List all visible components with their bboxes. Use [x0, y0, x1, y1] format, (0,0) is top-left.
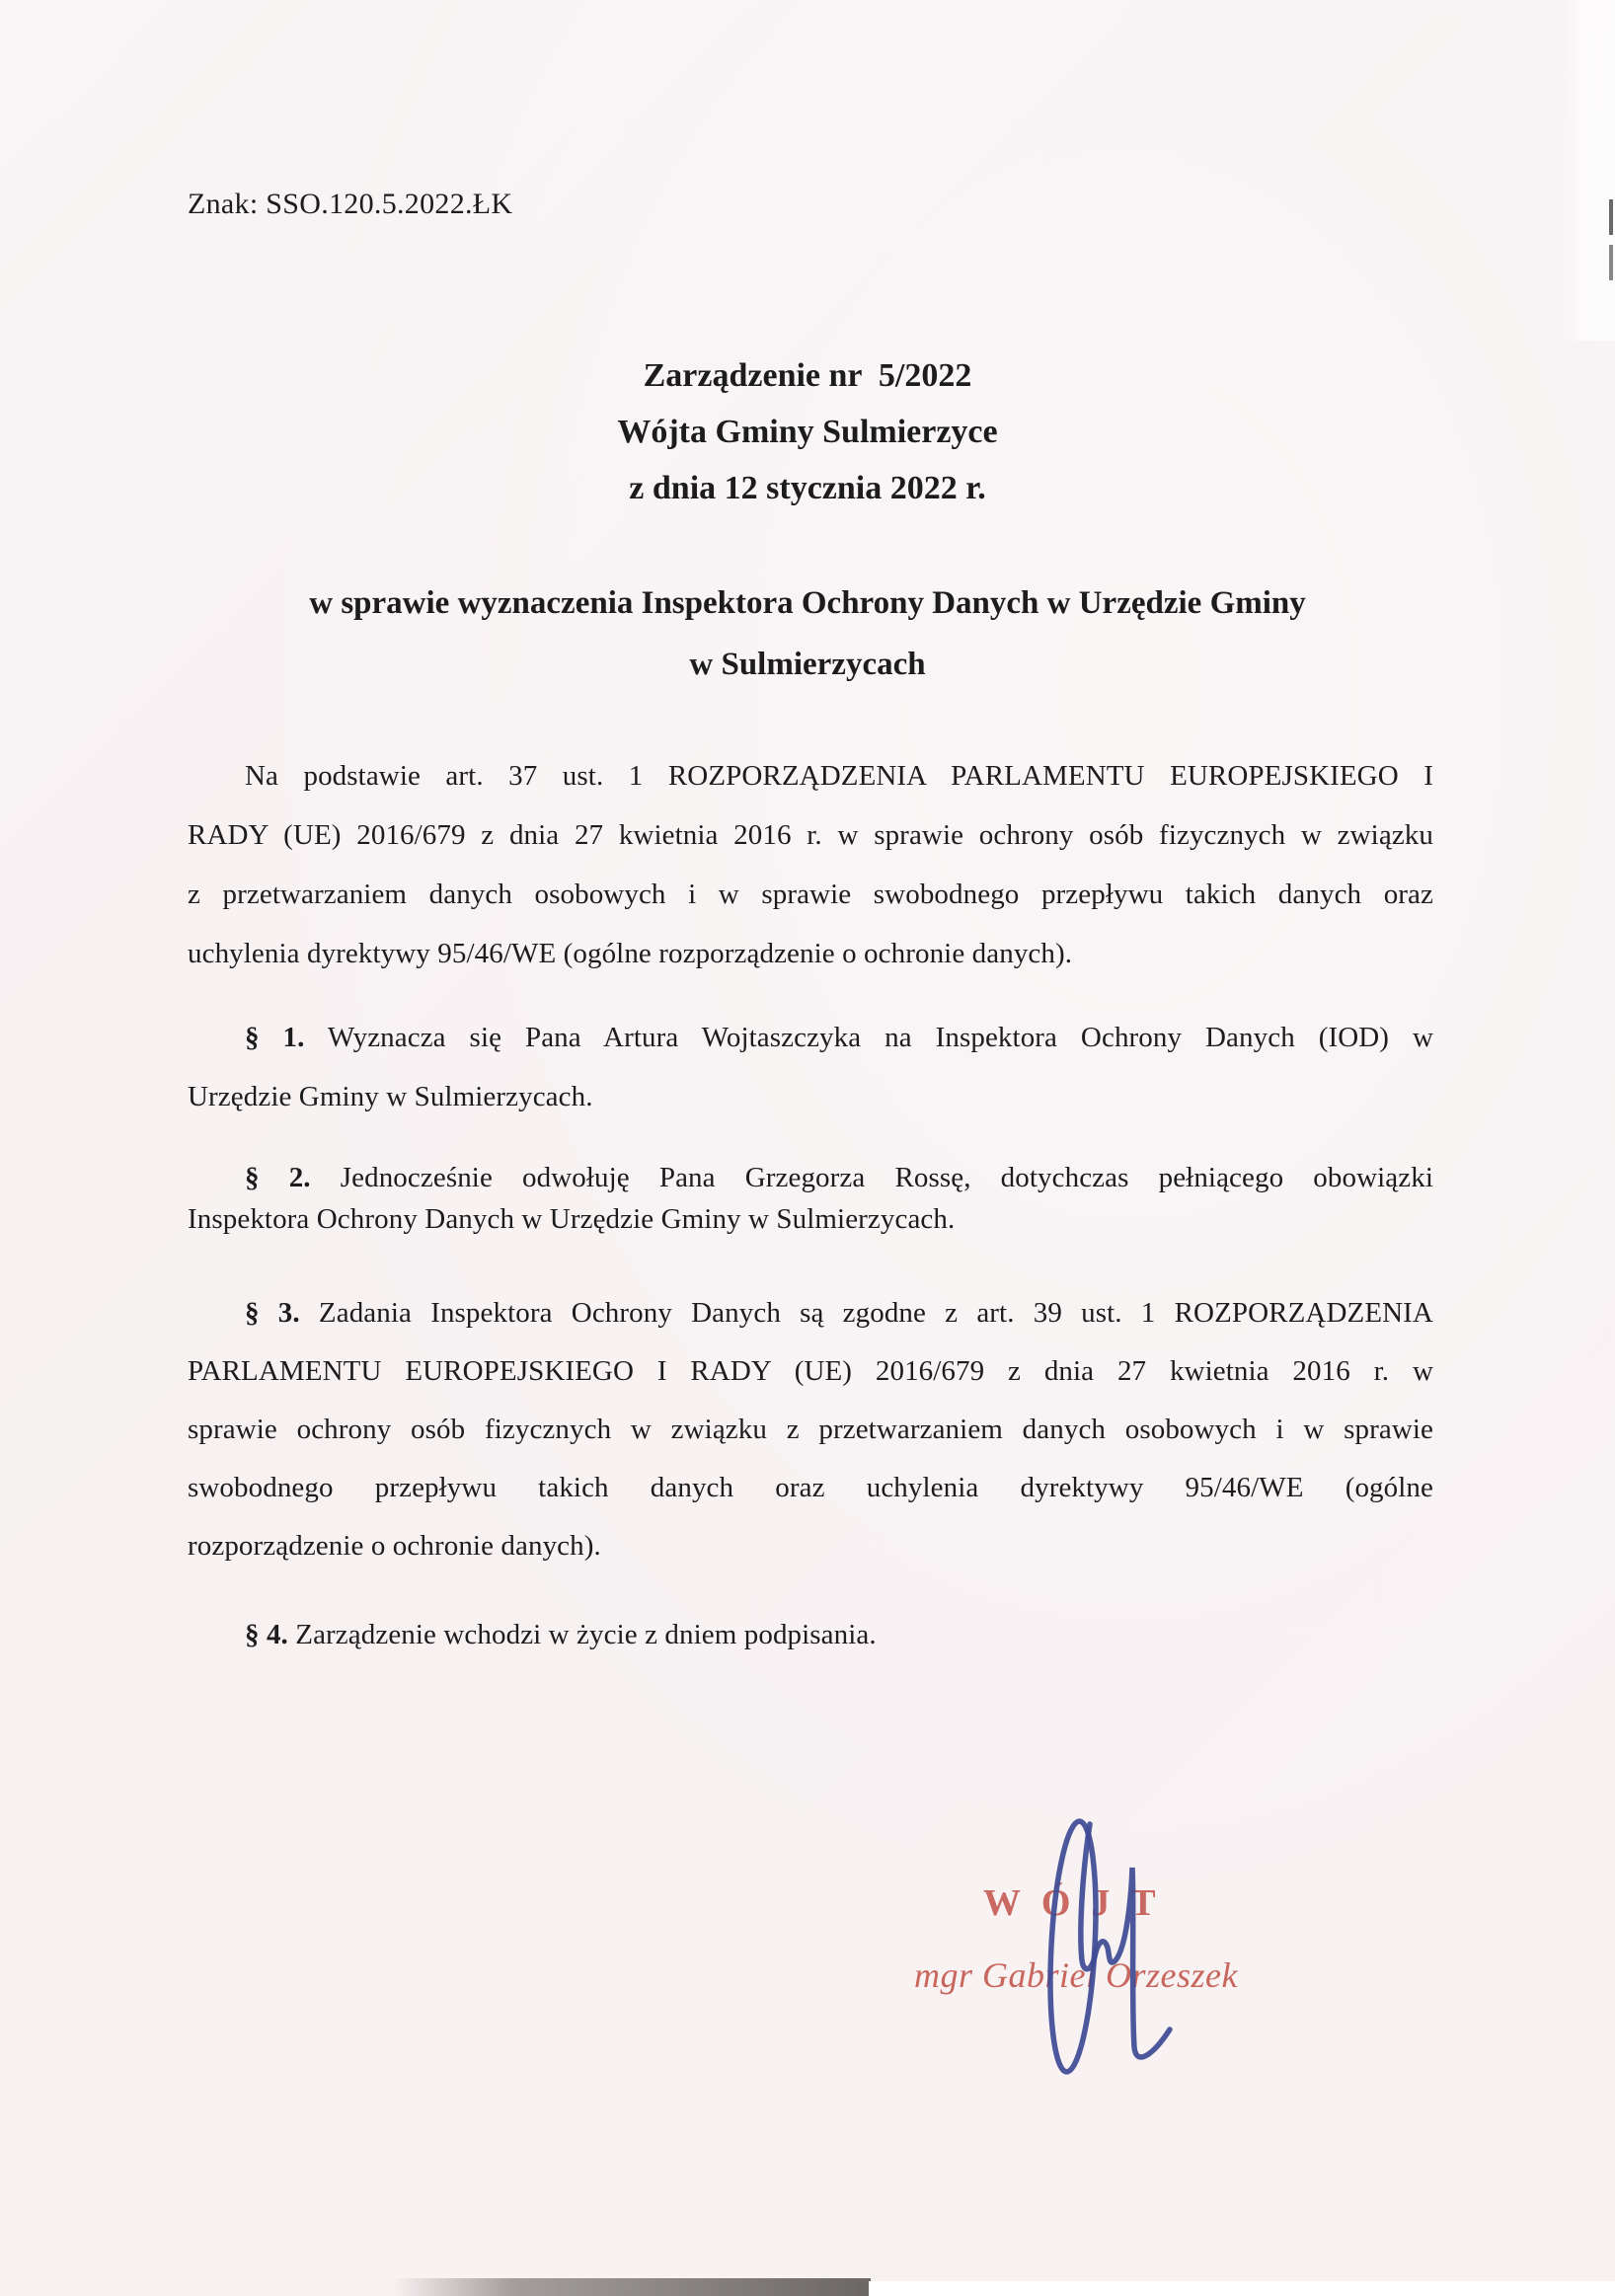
- paragraph-line: [188, 1605, 1433, 1664]
- document-subject: [0, 573, 1615, 695]
- title-line-issuer: Wójta Gminy Sulmierzyce: [617, 414, 998, 450]
- paragraph-line: z przetwarzaniem danych osobowych i w sprawie swobodnego przepływu takich danych oraz: [188, 879, 1433, 910]
- document-reference-number: Znak: SSO.120.5.2022.ŁK: [188, 188, 513, 220]
- wojt-stamp-name: mgr Gabriel Orzeszek: [914, 1955, 1238, 1995]
- paragraph-text: Jednocześnie odwołuję Pana Grzegorza Rossę, dotychczas pełniącego obowiązki: [340, 1162, 1433, 1193]
- section-3-paragraph: [188, 1284, 1433, 1575]
- paragraph-text: Wyznacza się Pana Artura Wojtaszczyka na Inspektora Ochrony Danych (IOD) w: [327, 1022, 1434, 1053]
- paragraph-line: PARLAMENTU EUROPEJSKIEGO I RADY (UE) 2016/679 z dnia 27 kwietnia 2016 r. w: [188, 1355, 1433, 1387]
- subject-line-1: w sprawie wyznaczenia Inspektora Ochrony Danych w Urzędzie Gminy: [309, 585, 1306, 621]
- title-line-number: Zarządzenie nr 5/2022: [643, 357, 972, 394]
- title-line-date: z dnia 12 stycznia 2022 r.: [629, 470, 986, 506]
- paragraph-line: Na podstawie art. 37 ust. 1 ROZPORZĄDZENIA PARLAMENTU EUROPEJSKIEGO I: [245, 760, 1433, 792]
- paragraph-line: RADY (UE) 2016/679 z dnia 27 kwietnia 2016 r. w sprawie ochrony osób fizycznych w związku: [188, 819, 1433, 851]
- paragraph-line: sprawie ochrony osób fizycznych w związku z przetwarzaniem danych osobowych i w sprawie: [188, 1414, 1433, 1445]
- paragraph-text: Zadania Inspektora Ochrony Danych są zgodne z art. 39 ust. 1 ROZPORZĄDZENIA: [318, 1297, 1433, 1329]
- section-4-paragraph: [188, 1605, 1433, 1664]
- paragraph-line: Urzędzie Gminy w Sulmierzycach.: [188, 1081, 593, 1112]
- paragraph-line: [188, 1284, 1433, 1342]
- scan-edge-mark: [1609, 245, 1613, 280]
- paragraph-line: uchylenia dyrektywy 95/46/WE (ogólne rozporządzenie o ochronie danych).: [188, 938, 1073, 969]
- legal-basis-paragraph: [188, 746, 1433, 983]
- paragraph-line: Inspektora Ochrony Danych w Urzędzie Gminy w Sulmierzycach.: [188, 1203, 956, 1235]
- paragraph-line: [188, 1157, 1433, 1198]
- paragraph-line: swobodnego przepływu takich danych oraz uchylenia dyrektywy 95/46/WE (ogólne: [188, 1472, 1433, 1503]
- scan-bottom-edge: [869, 2281, 1615, 2296]
- section-marker: § 3.: [245, 1297, 300, 1329]
- section-1-paragraph: [188, 1008, 1433, 1126]
- scan-edge-mark: [1609, 199, 1613, 235]
- section-marker: § 2.: [245, 1162, 311, 1193]
- wojt-stamp-title: WÓJT: [983, 1882, 1177, 1924]
- scan-edge-light-strip: [1562, 0, 1615, 341]
- section-marker: § 4.: [245, 1619, 288, 1650]
- paragraph-text: Zarządzenie wchodzi w życie z dniem podpisania.: [295, 1619, 877, 1650]
- handwritten-signature-icon: [1027, 1806, 1194, 2083]
- section-marker: § 1.: [245, 1022, 305, 1053]
- subject-line-2: w Sulmierzycach: [689, 647, 926, 682]
- scan-bottom-shadow: [393, 2278, 871, 2296]
- document-title: [0, 347, 1615, 516]
- paragraph-line: rozporządzenie o ochronie danych).: [188, 1530, 601, 1562]
- section-2-paragraph: [188, 1157, 1433, 1240]
- paragraph-line: [188, 1008, 1433, 1067]
